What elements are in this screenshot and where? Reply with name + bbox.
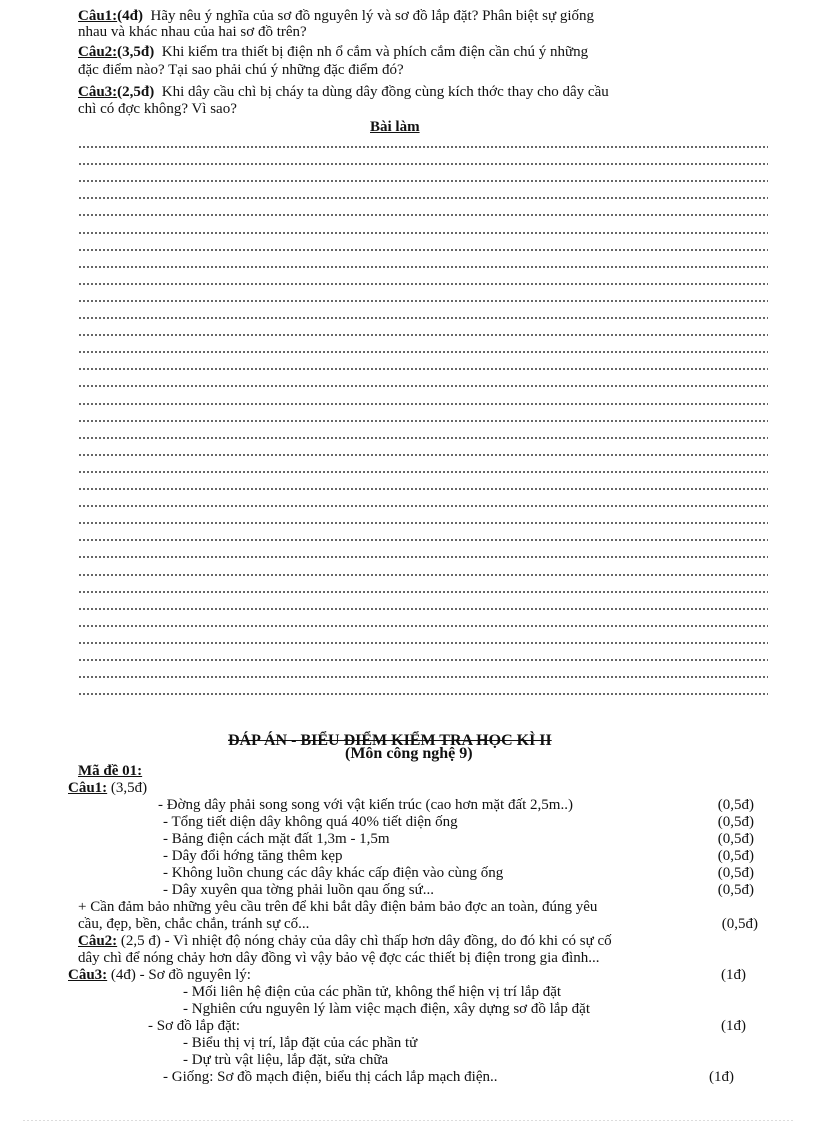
answer-c3-label: Câu3: (68, 967, 108, 983)
question-1-text1: Hãy nêu ý nghĩa của sơ đồ nguyên lý và sơ đồ lắp đặt? Phân biệt sự giống (150, 8, 595, 24)
question-3-text2: chì có đợc không? Vì sao? (78, 101, 237, 117)
answer-line (78, 676, 768, 678)
question-3-points: (2,5đ) (117, 84, 155, 100)
answer-c2-text1: (2,5 đ) - Vì nhiệt độ nóng chảy của dây chì thấp hơn dây đồng, do đó khi có sự cố (120, 933, 612, 949)
c1-item: - Không luồn chung các dây khác cấp điện vào cùng ống (163, 865, 504, 881)
answer-c1-header (68, 780, 147, 796)
answer-line (78, 334, 768, 336)
question-1-points: (4đ) (117, 8, 144, 24)
c1-item: - Dây xuyên qua tờng phải luồn qau ống sứ... (163, 882, 435, 898)
c3-ld-item: - Dự trù vật liệu, lắp đặt, sửa chữa (183, 1052, 389, 1068)
c3-nl-item: - Nghiên cứu nguyên lý làm việc mạch điện, xây dựng sơ đồ lắp đặt (183, 1001, 591, 1017)
answer-line (78, 488, 768, 490)
answer-c1-points: (3,5đ) (110, 780, 148, 796)
question-1-label: Câu1: (78, 8, 118, 24)
answer-line (78, 197, 768, 199)
answer-line (78, 539, 768, 541)
c3-ld-item: - Biểu thị vị trí, lắp đặt của các phần tử (183, 1035, 418, 1051)
answer-c1-label: Câu1: (68, 780, 108, 796)
answer-line (78, 163, 768, 165)
c1-item-score: (0,5đ) (717, 848, 754, 864)
question-1-line1 (78, 8, 594, 24)
answer-line (78, 522, 768, 524)
answer-line (78, 471, 768, 473)
answer-line (78, 368, 768, 370)
answer-c2-label: Câu2: (78, 933, 118, 949)
answer-line (78, 146, 768, 148)
question-1-text2: nhau và khác nhau của hai sơ đồ trên? (78, 24, 307, 40)
c3-intro-score: (1đ) (721, 967, 746, 983)
answer-line (78, 659, 768, 661)
answer-line (78, 317, 768, 319)
answer-heading: Bài làm (370, 119, 420, 135)
answer-line (78, 232, 768, 234)
answer-c3-line1 (68, 967, 251, 983)
answer-line (78, 214, 768, 216)
c1-item-score: (0,5đ) (717, 831, 754, 847)
c1-extra-line1: + Cần đảm bảo những yêu cầu trên để khi bắt dây điện bảm bảo đợc an toàn, đúng yêu (78, 899, 598, 915)
c1-item-score: (0,5đ) (717, 814, 754, 830)
exam-code: Mã đề 01: (78, 763, 143, 779)
question-3-line1 (78, 84, 609, 100)
answer-line (78, 385, 768, 387)
answer-line (78, 505, 768, 507)
answer-key-subtitle: (Môn công nghệ 9) (345, 745, 473, 762)
c1-item: - Tổng tiết diện dây không quá 40% tiết diện ống (163, 814, 458, 830)
answer-line (78, 591, 768, 593)
answer-line (78, 266, 768, 268)
c1-item: - Đờng dây phải song song với vật kiến trúc (cao hơn mặt đất 2,5m..) (158, 797, 573, 813)
answer-line (78, 556, 768, 558)
question-2-line1 (78, 44, 588, 60)
answer-line (78, 300, 768, 302)
question-2-label: Câu2: (78, 44, 118, 60)
c1-item: - Bảng điện cách mặt đất 1,3m - 1,5m (163, 831, 390, 847)
answer-line (78, 180, 768, 182)
answer-c3-intro: (4đ) - Sơ đồ nguyên lý: (110, 967, 251, 983)
answer-key-title: ĐÁP ÁN - BIỂU ĐIỂM KIỂM TRA HỌC KÌ II (228, 732, 552, 749)
c1-item-score: (0,5đ) (717, 797, 754, 813)
c3-ld-score: (1đ) (721, 1018, 746, 1034)
answer-c2-line1 (78, 933, 612, 949)
question-2-text2: đặc điểm nào? Tại sao phải chú ý những đặc điểm đó? (78, 62, 404, 78)
answer-line (78, 283, 768, 285)
c1-extra-score: (0,5đ) (721, 916, 758, 932)
c3-giong: - Giống: Sơ đồ mạch điện, biểu thị cách lắp mạch điện.. (163, 1069, 498, 1085)
answer-line (78, 403, 768, 405)
answer-line (78, 625, 768, 627)
question-2-points: (3,5đ) (117, 44, 155, 60)
c1-extra-line2: cầu, đẹp, bền, chắc chắn, tránh sự cố... (78, 916, 310, 932)
c1-item: - Dây đổi hớng tăng thêm kẹp (163, 848, 343, 864)
c1-item-score: (0,5đ) (717, 865, 754, 881)
answer-line (78, 693, 768, 695)
question-2-text1: Khi kiểm tra thiết bị điện nh ổ cắm và phích cắm điện cần chú ý những (161, 44, 589, 60)
c3-nl-item: - Mối liên hệ điện của các phần tử, không thể hiện vị trí lắp đặt (183, 984, 562, 1000)
answer-line (78, 642, 768, 644)
answer-line (78, 454, 768, 456)
answer-line (78, 437, 768, 439)
c1-item-score: (0,5đ) (717, 882, 754, 898)
answer-line (78, 574, 768, 576)
c3-ld-label: - Sơ đồ lắp đặt: (148, 1018, 241, 1034)
answer-line (78, 249, 768, 251)
answer-line (78, 351, 768, 353)
page-bottom-rule (22, 1120, 794, 1121)
question-3-label: Câu3: (78, 84, 118, 100)
answer-c2-text2: dây chì để nóng chảy hơn dây đồng vì vậy bảo vệ đợc các thiết bị điện trong gia đình... (78, 950, 600, 966)
answer-line (78, 608, 768, 610)
answer-line (78, 420, 768, 422)
c3-giong-score: (1đ) (709, 1069, 734, 1085)
question-3-text1: Khi dây cầu chì bị cháy ta dùng dây đồng cùng kích thớc thay cho dây cầu (161, 84, 609, 100)
